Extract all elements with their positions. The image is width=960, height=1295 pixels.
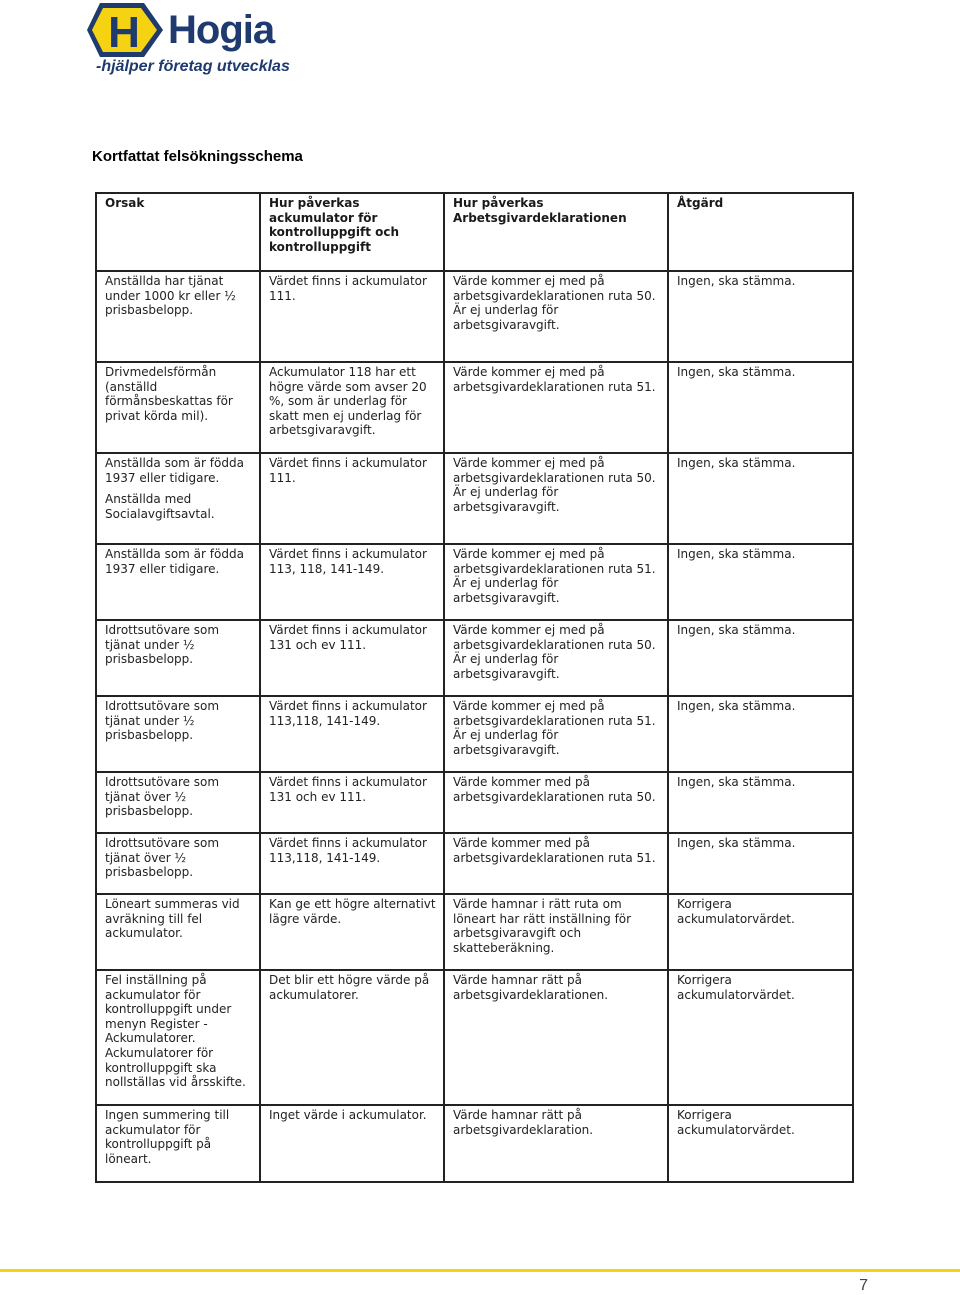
cell-text: Värde kommer med på arbetsgivardeklarationen ruta 50. [453,775,656,804]
table-row [96,362,853,453]
cell-action [668,271,853,362]
cell-text: Värde hamnar rätt på arbetsgivardeklarationen. [453,973,609,1002]
cell-text: Fel inställning på ackumulator för kontrolluppgift under menyn Register - Ackumulatorer. Ackumulatorer för kontrolluppgift ska nollställas vid årsskifte. [105,973,246,1090]
table-row [96,1105,853,1182]
cell-declaration-impact [444,894,668,970]
header-cause: Orsak [96,193,260,271]
logo-word: Hogia [168,8,275,52]
cell-cause [96,772,260,833]
table-body [96,271,853,1182]
table-row [96,544,853,620]
cell-cause [96,696,260,772]
cell-text: Ingen, ska stämma. [677,456,796,470]
cell-cause [96,271,260,362]
cell-declaration-impact [444,453,668,544]
cell-text: Idrottsutövare som tjänat över ½ prisbasbelopp. [105,836,223,880]
cell-text: Idrottsutövare som tjänat under ½ prisbasbelopp. [105,699,223,743]
cell-text: Värde kommer med på arbetsgivardeklarationen ruta 51. [453,836,656,865]
table-row [96,894,853,970]
cell-declaration-impact [444,362,668,453]
cell-action [668,772,853,833]
cell-text: Värde kommer ej med på arbetsgivardeklarationen ruta 50. Är ej underlag för arbetsgivaravgift. [453,456,660,514]
cell-accumulator-impact [260,271,444,362]
cell-text: Värde kommer ej med på arbetsgivardeklarationen ruta 50. Är ej underlag för arbetsgivaravgift. [453,274,660,332]
cell-declaration-impact [444,772,668,833]
cell-accumulator-impact [260,894,444,970]
header-action: Åtgärd [668,193,853,271]
cell-accumulator-impact [260,772,444,833]
cell-text: Anställda som är födda 1937 eller tidigare. [105,456,248,485]
cell-text: Ingen, ska stämma. [677,775,796,789]
cell-text: Korrigera ackumulatorvärdet. [677,1108,795,1137]
cell-text: Korrigera ackumulatorvärdet. [677,897,795,926]
cell-action [668,544,853,620]
cell-text: Värde kommer ej med på arbetsgivardeklarationen ruta 51. Är ej underlag för arbetsgivaravgift. [453,699,660,757]
cell-cause [96,1105,260,1182]
cell-text: Ingen, ska stämma. [677,699,796,713]
cell-accumulator-impact [260,620,444,696]
cell-cause [96,544,260,620]
cell-text: Värde hamnar rätt på arbetsgivardeklaration. [453,1108,594,1137]
table-row [96,696,853,772]
cell-text: Idrottsutövare som tjänat under ½ prisbasbelopp. [105,623,223,667]
cell-text: Värde kommer ej med på arbetsgivardeklarationen ruta 51. Är ej underlag för arbetsgivaravgift. [453,547,660,605]
cell-declaration-impact [444,1105,668,1182]
cell-text: Värdet finns i ackumulator 113,118, 141-149. [269,836,431,865]
table-row [96,833,853,894]
cell-cause [96,453,260,544]
table-row [96,453,853,544]
cell-text: Värde kommer ej med på arbetsgivardeklarationen ruta 51. [453,365,656,394]
cell-accumulator-impact [260,833,444,894]
cell-text: Korrigera ackumulatorvärdet. [677,973,795,1002]
cell-text: Värdet finns i ackumulator 111. [269,274,431,303]
cell-cause [96,362,260,453]
cell-text: Ingen, ska stämma. [677,365,796,379]
hogia-logo-badge [86,2,166,58]
cell-action [668,362,853,453]
cell-cause [96,970,260,1105]
cell-text: Ingen, ska stämma. [677,836,796,850]
cell-accumulator-impact [260,362,444,453]
footer-divider [0,1269,960,1272]
cell-text: Värde hamnar i rätt ruta om löneart har rätt inställning för arbetsgivaravgift och skatteberäkning. [453,897,635,955]
cell-declaration-impact [444,271,668,362]
table-header-row [96,193,853,271]
troubleshooting-table [95,192,854,1183]
logo-letter: H [108,8,140,57]
cell-accumulator-impact [260,1105,444,1182]
cell-accumulator-impact [260,544,444,620]
cell-text: Värdet finns i ackumulator 113, 118, 141-149. [269,547,431,576]
header-declaration-impact: Hur påverkas Arbetsgivardeklarationen [444,193,668,271]
cell-action [668,696,853,772]
cell-text: Det blir ett högre värde på ackumulatorer. [269,973,434,1002]
header-accumulator-impact: Hur påverkas ackumulator för kontrolluppgift och kontrolluppgift [260,193,444,271]
table-row [96,970,853,1105]
page-title: Kortfattat felsökningsschema [92,148,303,165]
cell-declaration-impact [444,833,668,894]
cell-cause [96,894,260,970]
cell-text: Löneart summeras vid avräkning till fel ackumulator. [105,897,244,941]
cell-declaration-impact [444,696,668,772]
logo-tagline: -hjälper företag utvecklas [96,58,290,75]
cell-text: Inget värde i ackumulator. [269,1108,427,1122]
cell-text: Anställda har tjänat under 1000 kr eller ½ prisbasbelopp. [105,274,240,318]
cell-text: Ingen summering till ackumulator för kontrolluppgift på löneart. [105,1108,234,1166]
cell-cause [96,833,260,894]
cell-accumulator-impact [260,453,444,544]
cell-text: Värdet finns i ackumulator 113,118, 141-149. [269,699,431,728]
cell-text: Kan ge ett högre alternativt lägre värde. [269,897,440,926]
cell-text: Ingen, ska stämma. [677,547,796,561]
cell-text: Drivmedelsförmån (anställd förmånsbeskattas för privat körda mil). [105,365,237,423]
cell-text: Värdet finns i ackumulator 131 och ev 111. [269,775,431,804]
cell-accumulator-impact [260,970,444,1105]
cell-declaration-impact [444,970,668,1105]
cell-action [668,970,853,1105]
cell-text: Ingen, ska stämma. [677,623,796,637]
cell-text: Idrottsutövare som tjänat över ½ prisbasbelopp. [105,775,223,819]
table-row [96,772,853,833]
cell-action [668,453,853,544]
cell-accumulator-impact [260,696,444,772]
cell-cause [96,620,260,696]
hogia-logo [86,2,301,80]
cell-action [668,894,853,970]
cell-text: Anställda som är födda 1937 eller tidigare. [105,547,248,576]
cell-text: Värde kommer ej med på arbetsgivardeklarationen ruta 50. Är ej underlag för arbetsgivaravgift. [453,623,660,681]
cell-action [668,833,853,894]
cell-text: Värdet finns i ackumulator 131 och ev 111. [269,623,431,652]
cell-text: Värdet finns i ackumulator 111. [269,456,431,485]
page-number: 7 [859,1277,868,1294]
cell-text: Ackumulator 118 har ett högre värde som avser 20 %, som är underlag för skatt men ej underlag för arbetsgivaravgift. [269,365,431,438]
table-row [96,271,853,362]
cell-text: Ingen, ska stämma. [677,274,796,288]
cell-declaration-impact [444,620,668,696]
cell-action [668,620,853,696]
cell-text: Anställda med Socialavgiftsavtal. [105,492,215,521]
table-row [96,620,853,696]
cell-declaration-impact [444,544,668,620]
cell-action [668,1105,853,1182]
